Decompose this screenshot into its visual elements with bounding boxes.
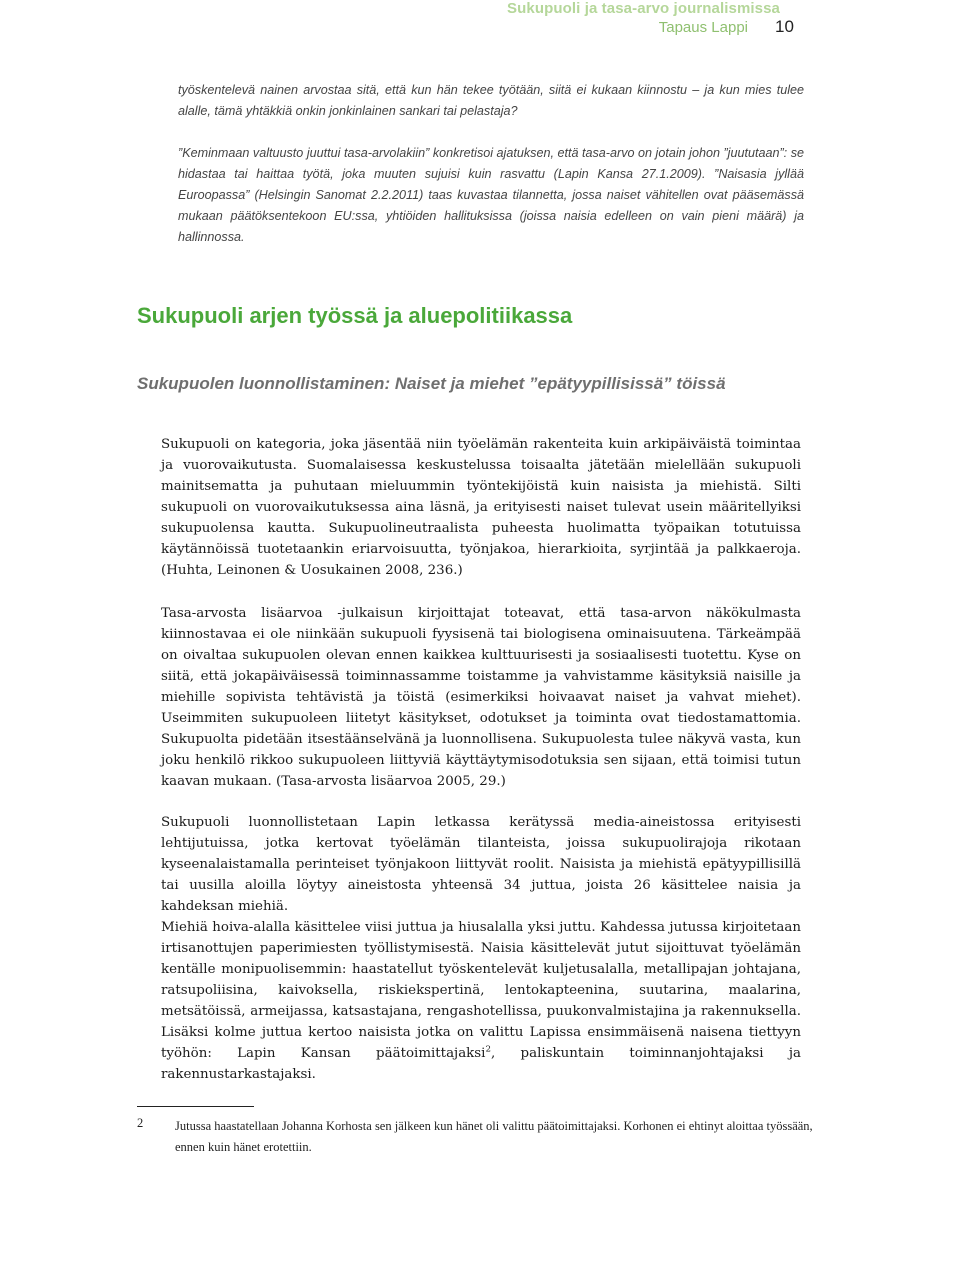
body-paragraph-4-text-b: , paliskuntain toiminnanjohtajaksi ja rakennustarkastajaksi. [161,1046,801,1082]
section-title: Sukupuoli arjen työssä ja aluepolitiikassa [137,303,573,328]
quote-paragraph-1: työskentelevä nainen arvostaa sitä, että kun hän tekee työtään, siitä ei kukaan kiinnostu – ja kun mies tulee alalle, tämä yhtäkkiä onkin jonkinlainen sankari tai pelastaja? [178,83,804,118]
body-paragraph-4-text-a: Miehiä hoiva-alalla käsittelee viisi juttua ja hiusalalla yksi juttu. Kahdessa jutussa kirjoitetaan irtisanottujen paperimiesten työllistymisestä. Naisia käsittelevät jutut sijoittuvat työelämän kentälle monipuolisemmin: haastatellut työskentelevät kuljetusalalla, metallipajan johtajana, ratsupoliisina, kaivoksella, riskiekspertinä, lentokapteenina, suutarina, maalarina, metsätöissä, armeijassa, katsastajana, rengashotellissa, puukonvalmistajina ja rakennuksella. Lisäksi kolme juttua kertoo naisista jotka on valittu Lapissa ensimmäisenä naisena tiettyyn työhön: Lapin Kansan päätoimittajaksi [161,920,801,1061]
body-paragraph-3: Sukupuoli luonnollistetaan Lapin letkassa kerätyssä media-aineistossa erityisesti lehtijutuissa, jotka kertovat työelämän tilanteista, joissa sukupuolirajoja rikotaan kyseenalaistamalla perinteiset työnjakoon liittyvät roolit. Naisista ja miehistä epätyypillisillä tai uusilla aloilla löytyy aineistosta yhteensä 34 juttua, joista 26 käsittelee naisia ja kahdeksan miehiä. [161,815,801,914]
body-paragraph-1: Sukupuoli on kategoria, joka jäsentää niin työelämän rakenteita kuin arkipäiväistä toimintaa ja vuorovaikutusta. Suomalaisessa keskustelussa toisaalta jätetään mielellään sukupuoli mainitsematta ja puhutaan mieluummin työntekijöistä kuin naisista ja miehistä. Silti sukupuoli on vuorovaikutuksessa aina läsnä, ja erityisesti naiset tulevat usein määritellyiksi sukupuolensa kautta. Sukupuolineutraalista puheesta huolimatta työpaikan totutuissa käytännöissä tuotetaankin eriarvoisuutta, työnjakoa, hierarkioita, syrjintää ja palkkaeroja. (Huhta, Leinonen & Uosukainen 2008, 236.) [161,437,801,578]
body-paragraph-4 [161,917,801,1085]
quote-paragraph-2: ”Keminmaan valtuusto juuttui tasa-arvolakiin” konkretisoi ajatuksen, että tasa-arvo on jotain johon ”juututaan”: se hidastaa tai haittaa työtä, joka muuten sujuisi kuin rasvattu (Lapin Kansa 27.1.2009). ”Naisasia jyllää Euroopassa” (Helsingin Sanomat 2.2.2011) taas kuvastaa tilannetta, jossa naiset vähitellen ovat pääsemässä mukaan päätöksentekoon EU:ssa, yhtiöiden hallituksissa (joissa naisia edelleen on vain pieni määrä) ja hallinnossa. [178,146,804,244]
body-paragraph-2: Tasa-arvosta lisäarvoa -julkaisun kirjoittajat toteavat, että tasa-arvon näkökulmasta kiinnostavaa ei ole niinkään sukupuoli fyysisenä tai biologisena ominaisuutena. Tärkeämpää on oivaltaa sukupuolen olevan ennen kaikkea kulttuurisesti ja sosiaalisesti tuotettu. Kyse on siitä, että jokapäiväisessä toiminnassamme toistamme ja vahvistamme käsityksiä naisille ja miehille sopivista tehtävistä ja töistä (esimerkiksi hoivaavat naiset ja vahvat miehet). Useimmiten sukupuoleen liitetyt käsitykset, odotukset ja toiminta ovat tiedostamattomia. Sukupuolta pidetään itsestäänselvänä ja luonnollisena. Sukupuolesta tulee näkyvä vasta, kun joku henkilö rikkoo sukupuoleen liittyviä käyttäytymisodotuksia sen sijaan, että toimisi tutun kaavan mukaan. (Tasa-arvosta lisäarvoa 2005, 29.) [161,606,801,789]
footnote-number: 2 [137,1116,144,1130]
page-number: 10 [775,17,794,36]
footnote-divider [137,1106,254,1107]
header-author: Tapaus Lappi [658,19,748,36]
subsection-title: Sukupuolen luonnollistaminen: Naiset ja miehet ”epätyypillisissä” töissä [137,374,726,393]
footnote-reference[interactable]: 2 [485,1044,492,1055]
header-series-title: Sukupuoli ja tasa-arvo journalismissa [507,0,780,17]
footnote-text: Jutussa haastatellaan Johanna Korhosta sen jälkeen kun hänet oli valittu päätoimittajaksi. Korhonen ei ehtinyt aloittaa työssään, ennen kuin hänet erotettiin. [175,1119,813,1154]
